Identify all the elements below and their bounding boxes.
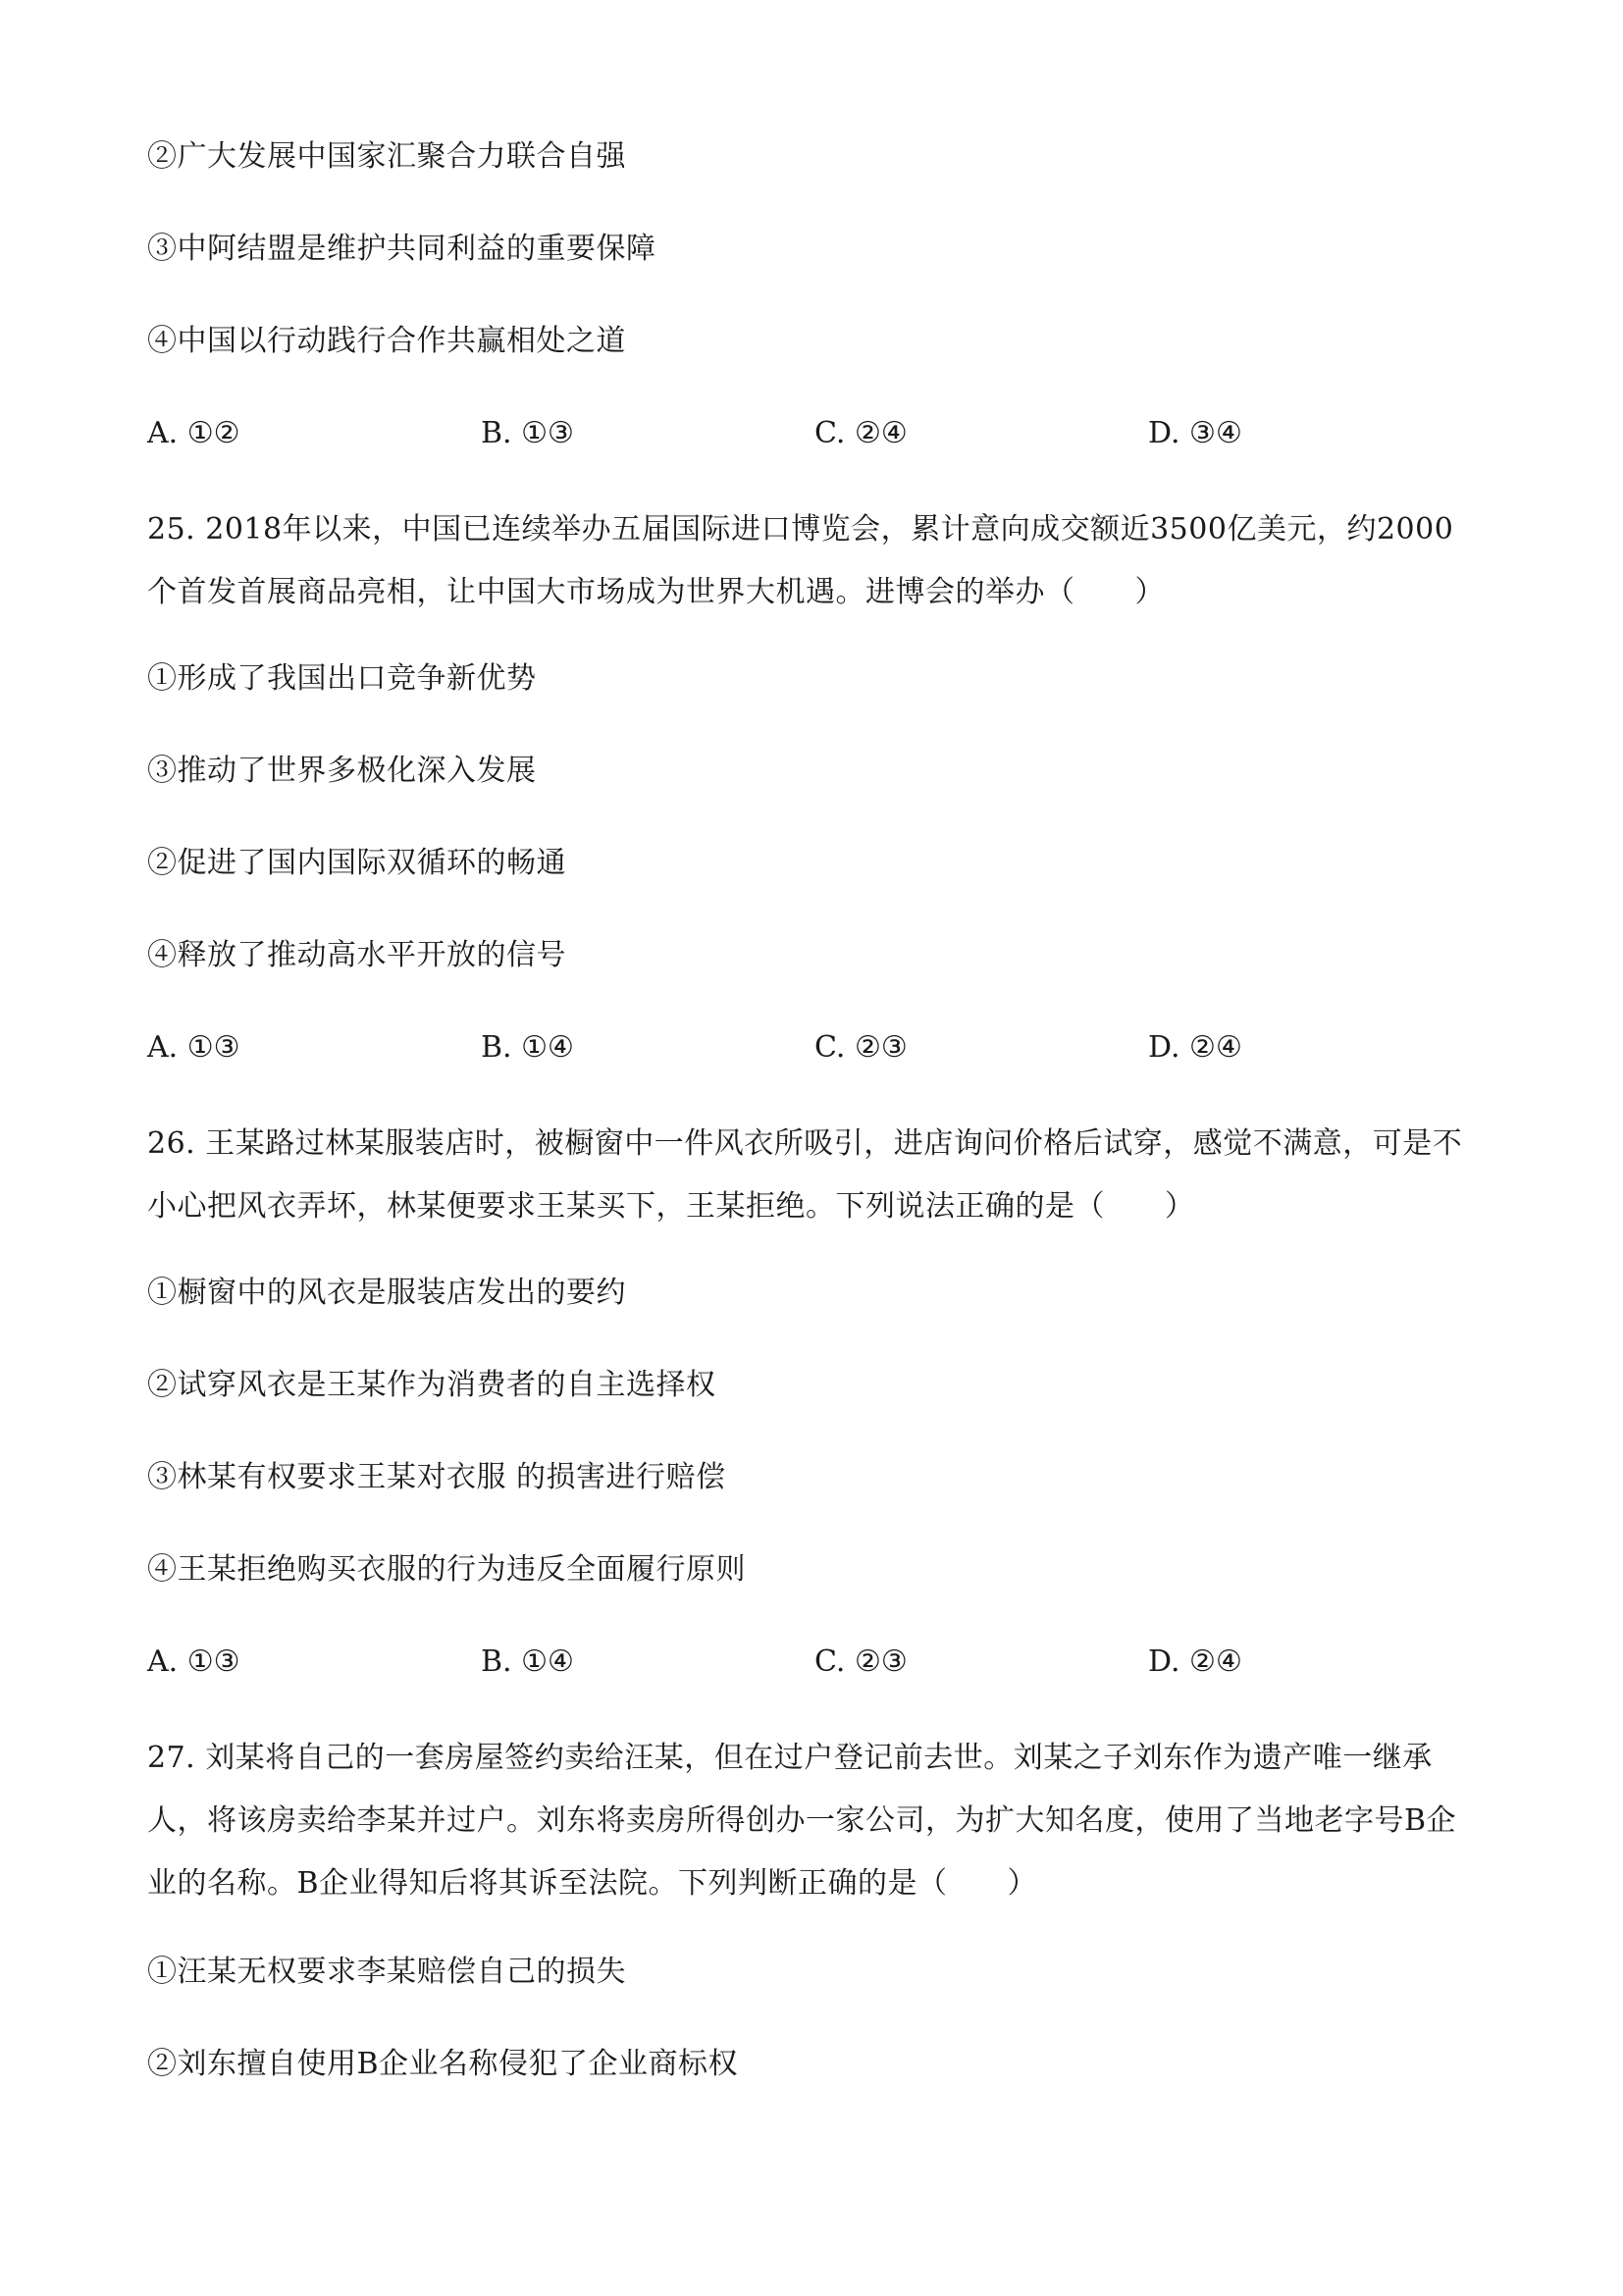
q24-statement-4: ④中国以行动践行合作共赢相处之道 [147,324,626,358]
q26-choice-d: D. ②④ [1148,1644,1242,1679]
q25-statement-2: ②促进了国内国际双循环的畅通 [147,846,566,880]
q24-choices [147,414,1325,453]
q26-statement-2: ②试穿风衣是王某作为消费者的自主选择权 [147,1368,716,1402]
q24-choice-d: D. ③④ [1148,416,1242,450]
q25-choice-d: D. ②④ [1148,1030,1242,1065]
q27-stem: 27. 刘某将自己的一套房屋签约卖给汪某，但在过户登记前去世。刘某之子刘东作为遗产唯一继承人，将该房卖给李某并过户。刘东将卖房所得创办一家公司，为扩大知名度，使用了当地老字号B企业的名称。B企业得知后将其诉至法院。下列判断正确的是（ ） [147,1741,1457,1901]
q24-choice-a: A. ①② [147,416,240,450]
q25-choice-a: A. ①③ [147,1030,240,1065]
q24-choice-c: C. ②④ [814,416,908,450]
q25-choice-c: C. ②③ [814,1030,908,1065]
q26-statement-1: ①橱窗中的风衣是服装店发出的要约 [147,1276,626,1310]
q25-statement-1: ①形成了我国出口竞争新优势 [147,661,537,696]
q27-statement-1: ①汪某无权要求李某赔偿自己的损失 [147,1955,626,1989]
q25-statement-4: ④释放了推动高水平开放的信号 [147,938,566,972]
q26-choice-b: B. ①④ [481,1644,574,1679]
q25-statement-3: ③推动了世界多极化深入发展 [147,754,537,788]
q26-choice-a: A. ①③ [147,1644,240,1679]
q24-statement-3: ③中阿结盟是维护共同利益的重要保障 [147,232,656,266]
q27-statement-2: ②刘东擅自使用B企业名称侵犯了企业商标权 [147,2047,739,2081]
q26-statement-3: ③林某有权要求王某对衣服 的损害进行赔偿 [147,1460,726,1494]
q25-choices [147,1028,1325,1068]
q25-choice-b: B. ①④ [481,1030,574,1065]
q26-choices [147,1643,1325,1682]
q24-choice-b: B. ①③ [481,416,574,450]
q25-stem: 25. 2018年以来，中国已连续举办五届国际进口博览会，累计意向成交额近3500亿美元，约2000个首发首展商品亮相，让中国大市场成为世界大机遇。进博会的举办（ ） [147,512,1454,609]
q26-stem: 26. 王某路过林某服装店时，被橱窗中一件风衣所吸引，进店询问价格后试穿，感觉不满意，可是不小心把风衣弄坏，林某便要求王某买下，王某拒绝。下列说法正确的是（ ） [147,1126,1463,1224]
q24-statement-2: ②广大发展中国家汇聚合力联合自强 [147,139,626,174]
q26-choice-c: C. ②③ [814,1644,908,1679]
q26-statement-4: ④王某拒绝购买衣服的行为违反全面履行原则 [147,1552,746,1587]
